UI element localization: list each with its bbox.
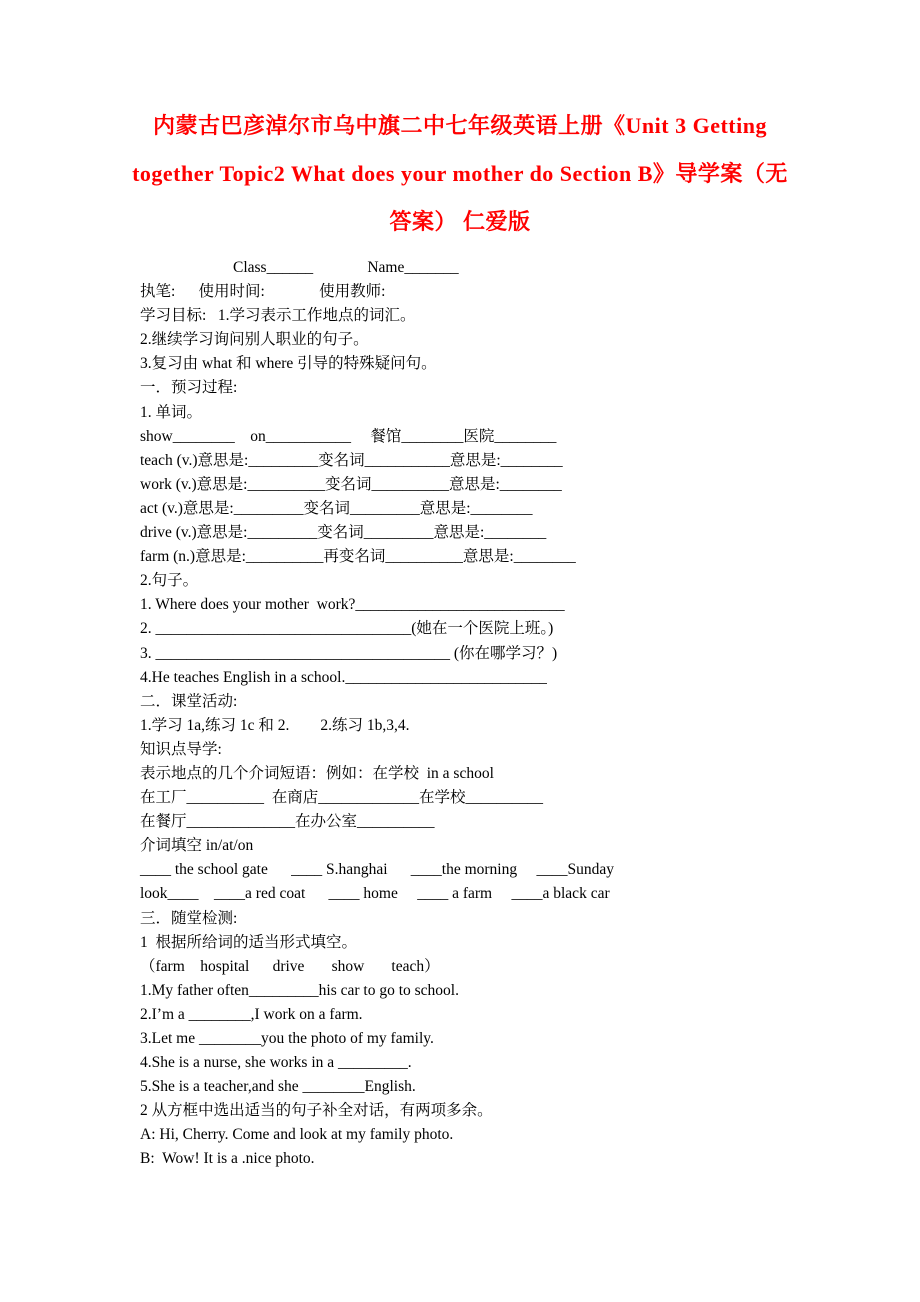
text-line: B: Wow! It is a .nice photo. [140,1150,315,1168]
text-line: 2.句子。 [140,572,199,590]
text-line: 在工厂__________ 在商店_____________在学校__________ [140,789,544,807]
text-line: 2.继续学习询问别人职业的句子。 [140,331,369,349]
text-line: 3.复习由 what 和 where 引导的特殊疑问句。 [140,355,437,373]
text-line: 3.Let me ________you the photo of my family. [140,1030,434,1047]
text-line: 三．随堂检测: [140,909,238,927]
text-line: work (v.)意思是:__________变名词__________意思是:________ [140,475,562,493]
text-line: ____ the school gate ____ S.hanghai ____the morning ____Sunday [140,861,614,879]
text-line: 2.I’m a ________,I work on a farm. [140,1005,363,1023]
title-line-2: together Topic2 What does your mother do Section B》导学案（无 [132,161,788,186]
text-line: show________ on___________ 餐馆________医院________ [140,427,557,445]
text-line: A: Hi, Cherry. Come and look at my family photo. [140,1126,454,1144]
text-line: 在餐厅______________在办公室__________ [140,813,435,831]
text-line: （farm hospital drive show teach） [140,957,440,975]
text-line: 表示地点的几个介词短语：例如：在学校 in a school [140,764,494,782]
text-line: 2 从方框中选出适当的句子补全对话，有两项多余。 [140,1102,493,1120]
title-line-3: 答案） 仁爱版 [389,209,531,234]
text-line: drive (v.)意思是:_________变名词_________意思是:________ [140,524,547,542]
text-line: teach (v.)意思是:_________变名词___________意思是:________ [140,451,563,469]
document-title [0,0,920,246]
text-line: Class______ Name_______ [140,259,459,276]
text-line: 知识点导学: [140,740,222,758]
text-line: 5.She is a teacher,and she ________English. [140,1078,416,1096]
document-body [0,256,920,1172]
text-line: 1.My father often_________his car to go to school. [140,981,459,999]
text-line: look____ ____a red coat ____ home ____ a farm ____a black car [140,885,610,903]
text-line: 1 根据所给词的适当形式填空。 [140,933,358,951]
text-line: 4.He teaches English in a school.__________________________ [140,668,547,686]
text-line: 1.学习 1a,练习 1c 和 2. 2.练习 1b,3,4. [140,716,410,734]
text-line: 2. _________________________________(她在一个医院上班。) [140,620,554,638]
text-line: 1. Where does your mother work?___________________________ [140,596,565,614]
text-line: 一．预习过程: [140,379,238,397]
title-line-1: 内蒙古巴彦淖尔市乌中旗二中七年级英语上册《Unit 3 Getting [153,113,767,138]
text-line: 二．课堂活动: [140,692,238,710]
text-line: 3. ______________________________________ (你在哪学习？) [140,644,558,662]
text-line: 执笔: 使用时间: 使用教师: [140,283,386,301]
text-line: farm (n.)意思是:__________再变名词__________意思是:________ [140,548,576,566]
text-line: 学习目标: 1.学习表示工作地点的词汇。 [140,307,416,325]
text-line: 1. 单词。 [140,403,203,421]
text-line: 介词填空 in/at/on [140,837,254,855]
text-line: 4.She is a nurse, she works in a _________. [140,1054,412,1072]
text-line: act (v.)意思是:_________变名词_________意思是:________ [140,499,533,517]
